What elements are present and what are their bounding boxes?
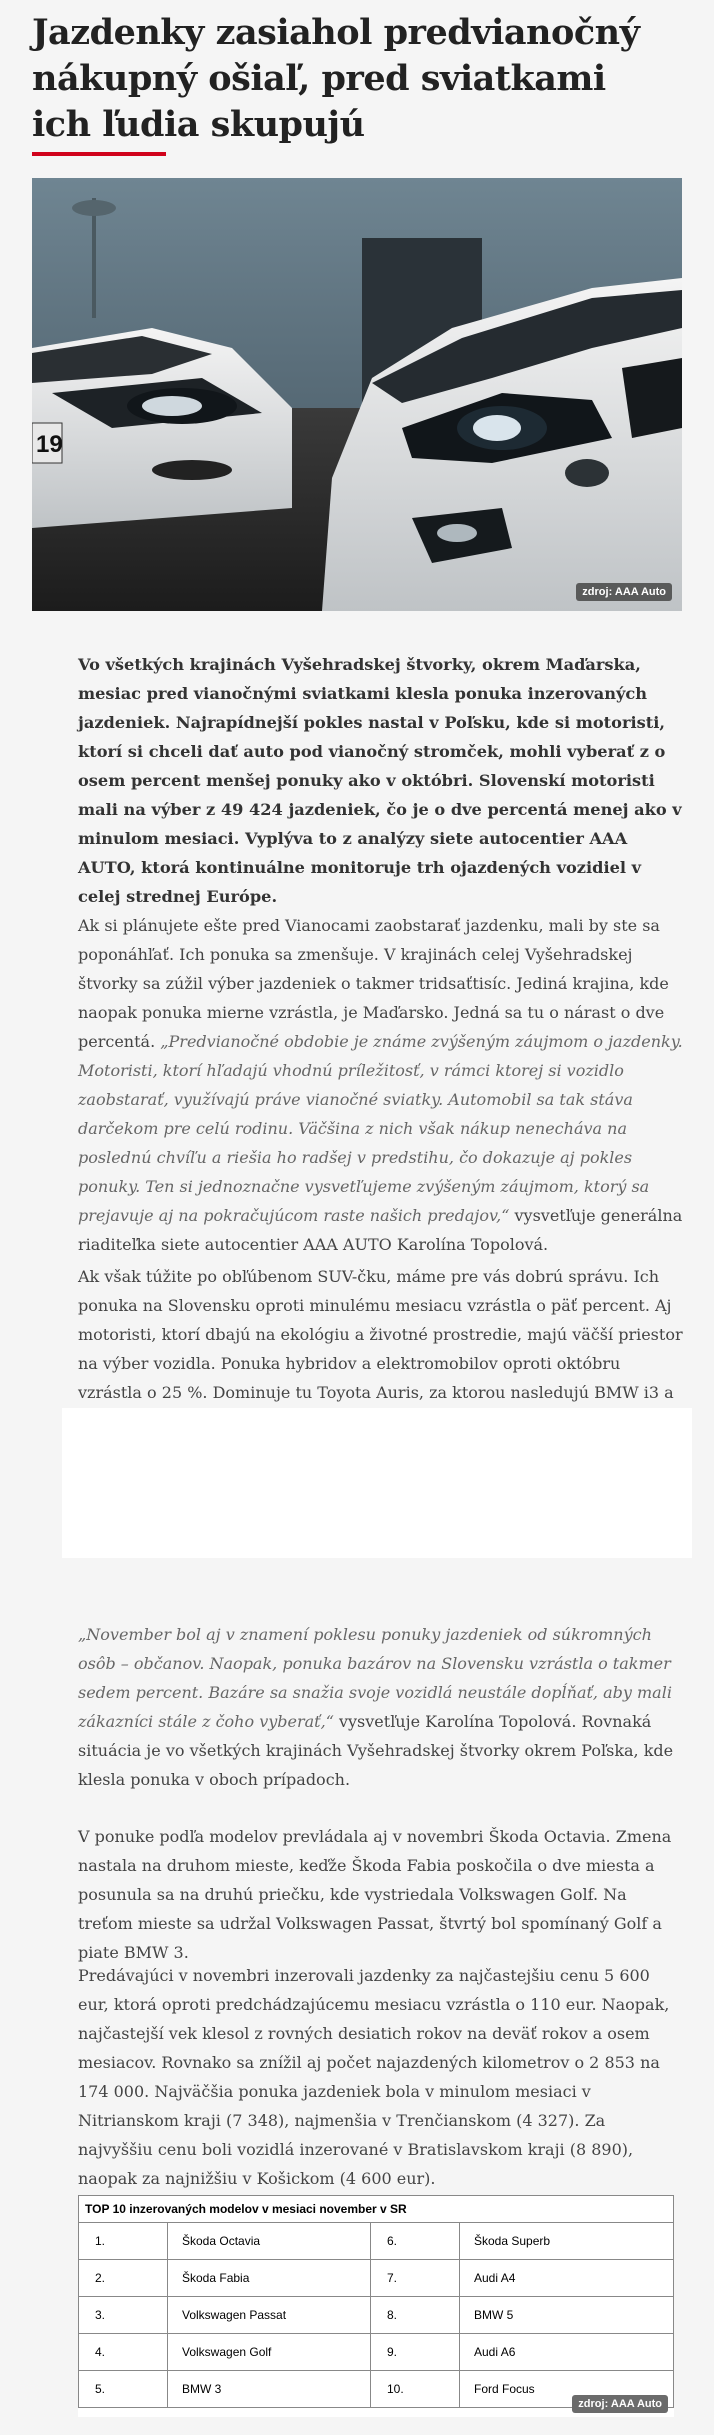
table-title: TOP 10 inzerovaných modelov v mesiaci november v SR: [79, 2196, 674, 2223]
paragraph-1-quote: „Predvianočné obdobie je známe zvýšeným záujmom o jazdenky. Motoristi, ktorí hľadajú vhodnú príležitosť, v rámci ktorej si vozidlo zaobstarať, využívajú práve vianočné sviatky. Automobil sa tak stáva darčekom pre celú rodinu. Väčšina z nich však nákup nenecháva na poslednú chvíľu a riešia ho radšej v predstihu, čo dokazuje aj pokles ponuky. Ten si jednoznačne vysvetľujeme zvýšeným záujmom, ktorý sa prejavuje aj na pokračujúcom raste našich predajov,“: [78, 1032, 683, 1225]
paragraph-2: Ak však túžite po obľúbenom SUV-čku, máme pre vás dobrú správu. Ich ponuka na Slovensku oproti minulému mesiacu vzrástla o päť percent. Aj motoristi, ktorí dbajú na ekológiu a životné prostredie, majú väčší priestor na výber vozidla. Ponuka hybridov a elektromobilov oproti októbru vzrástla o 25 %. Dominuje tu Toyota Auris, za ktorou nasledujú BMW i3 a: [78, 1267, 683, 1402]
table-row: [79, 2260, 674, 2297]
table-cell-rank: 2.: [79, 2260, 168, 2297]
table-cell-model: BMW 5: [460, 2297, 674, 2334]
table-row: [79, 2223, 674, 2260]
table-cell-model: BMW 3: [168, 2371, 371, 2408]
table-cell-model: Volkswagen Passat: [168, 2297, 371, 2334]
table-row: [79, 2297, 674, 2334]
paragraph-3-tail: vysvetľuje Karolína Topolová. Rovnaká situácia je vo všetkých krajinách Vyšehradskej štvorky okrem Poľska, kde klesla ponuka v oboch prípadoch.: [78, 1712, 674, 1789]
table-credit: zdroj: AAA Auto: [572, 2395, 668, 2413]
top10-table-image: [78, 2195, 674, 2417]
table-cell-model: Škoda Fabia: [168, 2260, 371, 2297]
table-cell-model: Audi A6: [460, 2334, 674, 2371]
article-title: Jazdenky zasiahol predvianočný nákupný ošiaľ, pred sviatkami ich ľudia skupujú: [32, 12, 640, 145]
paragraph-5: Predávajúci v novembri inzerovali jazdenky za najčastejšiu cenu 5 600 eur, ktorá oproti predchádzajúcemu mesiacu vzrástla o 110 eur. Naopak, najčastejší vek klesol z rovných desiatich rokov na deväť rokov a osem mesiacov. Rovnako sa znížil aj počet najazdených kilometrov o 2 853 na 174 000. Najväčšia ponuka jazdeniek bola v minulom mesiaci v Nitrianskom kraji (7 348), najmenšia v Trenčianskom (4 327). Za najvyššiu cenu boli vozidlá inzerované v Bratislavskom kraji (8 890), naopak za najnižšiu v Košickom (4 600 eur).: [78, 1966, 670, 2188]
article-lead: Vo všetkých krajinách Vyšehradskej štvorky, okrem Maďarska, mesiac pred vianočnými sviatkami klesla ponuka inzerovaných jazdeniek. Najrapídnejší pokles nastal v Poľsku, kde si motoristi, ktorí si chceli dať auto pod vianočný stromček, mohli vyberať z o osem percent menšej ponuky ako v októbri. Slovenskí motoristi mali na výber z 49 424 jazdeniek, čo je o dve percentá menej ako v minulom mesiaci. Vyplýva to z analýzy siete autocentier AAA AUTO, ktorá kontinuálne monitoruje trh ojazdených vozidiel v celej strednej Európe.: [78, 655, 682, 906]
license-plate-text: 19: [36, 431, 63, 458]
table-cell-rank: 7.: [371, 2260, 460, 2297]
table-cell-rank: 6.: [371, 2223, 460, 2260]
ad-placeholder: [62, 1408, 692, 1558]
top10-table: [78, 2195, 674, 2408]
paragraph-1: [78, 911, 683, 1259]
table-cell-rank: 1.: [79, 2223, 168, 2260]
table-cell-rank: 5.: [79, 2371, 168, 2408]
table-cell-model: Audi A4: [460, 2260, 674, 2297]
table-cell-model: Škoda Octavia: [168, 2223, 371, 2260]
paragraph-3-quote: „November bol aj v znamení poklesu ponuky jazdeniek od súkromných osôb – občanov. Naopak, ponuka bazárov na Slovensku vzrástla o takmer sedem percent. Bazáre sa snažia svoje vozidlá neustále dopĺňať, aby mali zákazníci stále z čoho vyberať,“: [78, 1625, 672, 1731]
table-cell-model: Ford Focus: [460, 2371, 674, 2408]
paragraph-4: V ponuke podľa modelov prevládala aj v novembri Škoda Octavia. Zmena nastala na druhom mieste, keďže Škoda Fabia poskočila o dve miesta a posunula sa na druhú priečku, kde vystriedala Volkswagen Golf. Na treťom mieste sa udržal Volkswagen Passat, štvrtý bol spomínaný Golf a piate BMW 3.: [78, 1827, 672, 1962]
table-cell-rank: 4.: [79, 2334, 168, 2371]
paragraph-3: [78, 1620, 683, 1794]
table-cell-model: Volkswagen Golf: [168, 2334, 371, 2371]
table-cell-rank: 10.: [371, 2371, 460, 2408]
paragraph-1-tail: vysvetľuje generálna riaditeľka siete autocentier AAA AUTO Karolína Topolová.: [78, 1206, 683, 1254]
table-cell-model: Škoda Superb: [460, 2223, 674, 2260]
paragraph-1-text: Ak si plánujete ešte pred Vianocami zaobstarať jazdenku, mali by ste sa poponáhľať. Ich ponuka sa zmenšuje. V krajinách celej Vyšehradskej štvorky sa zúžil výber jazdeniek o takmer tridsaťtisíc. Jediná krajina, kde naopak ponuka mierne vzrástla, je Maďarsko. Jedná sa tu o nárast o dve percentá.: [78, 916, 669, 1051]
cars-illustration: [32, 178, 682, 611]
table-row: [79, 2334, 674, 2371]
image-credit: zdroj: AAA Auto: [576, 583, 672, 601]
table-cell-rank: 3.: [79, 2297, 168, 2334]
table-cell-rank: 8.: [371, 2297, 460, 2334]
table-cell-rank: 9.: [371, 2334, 460, 2371]
title-accent-rule: [32, 152, 166, 156]
hero-image: [32, 178, 682, 611]
